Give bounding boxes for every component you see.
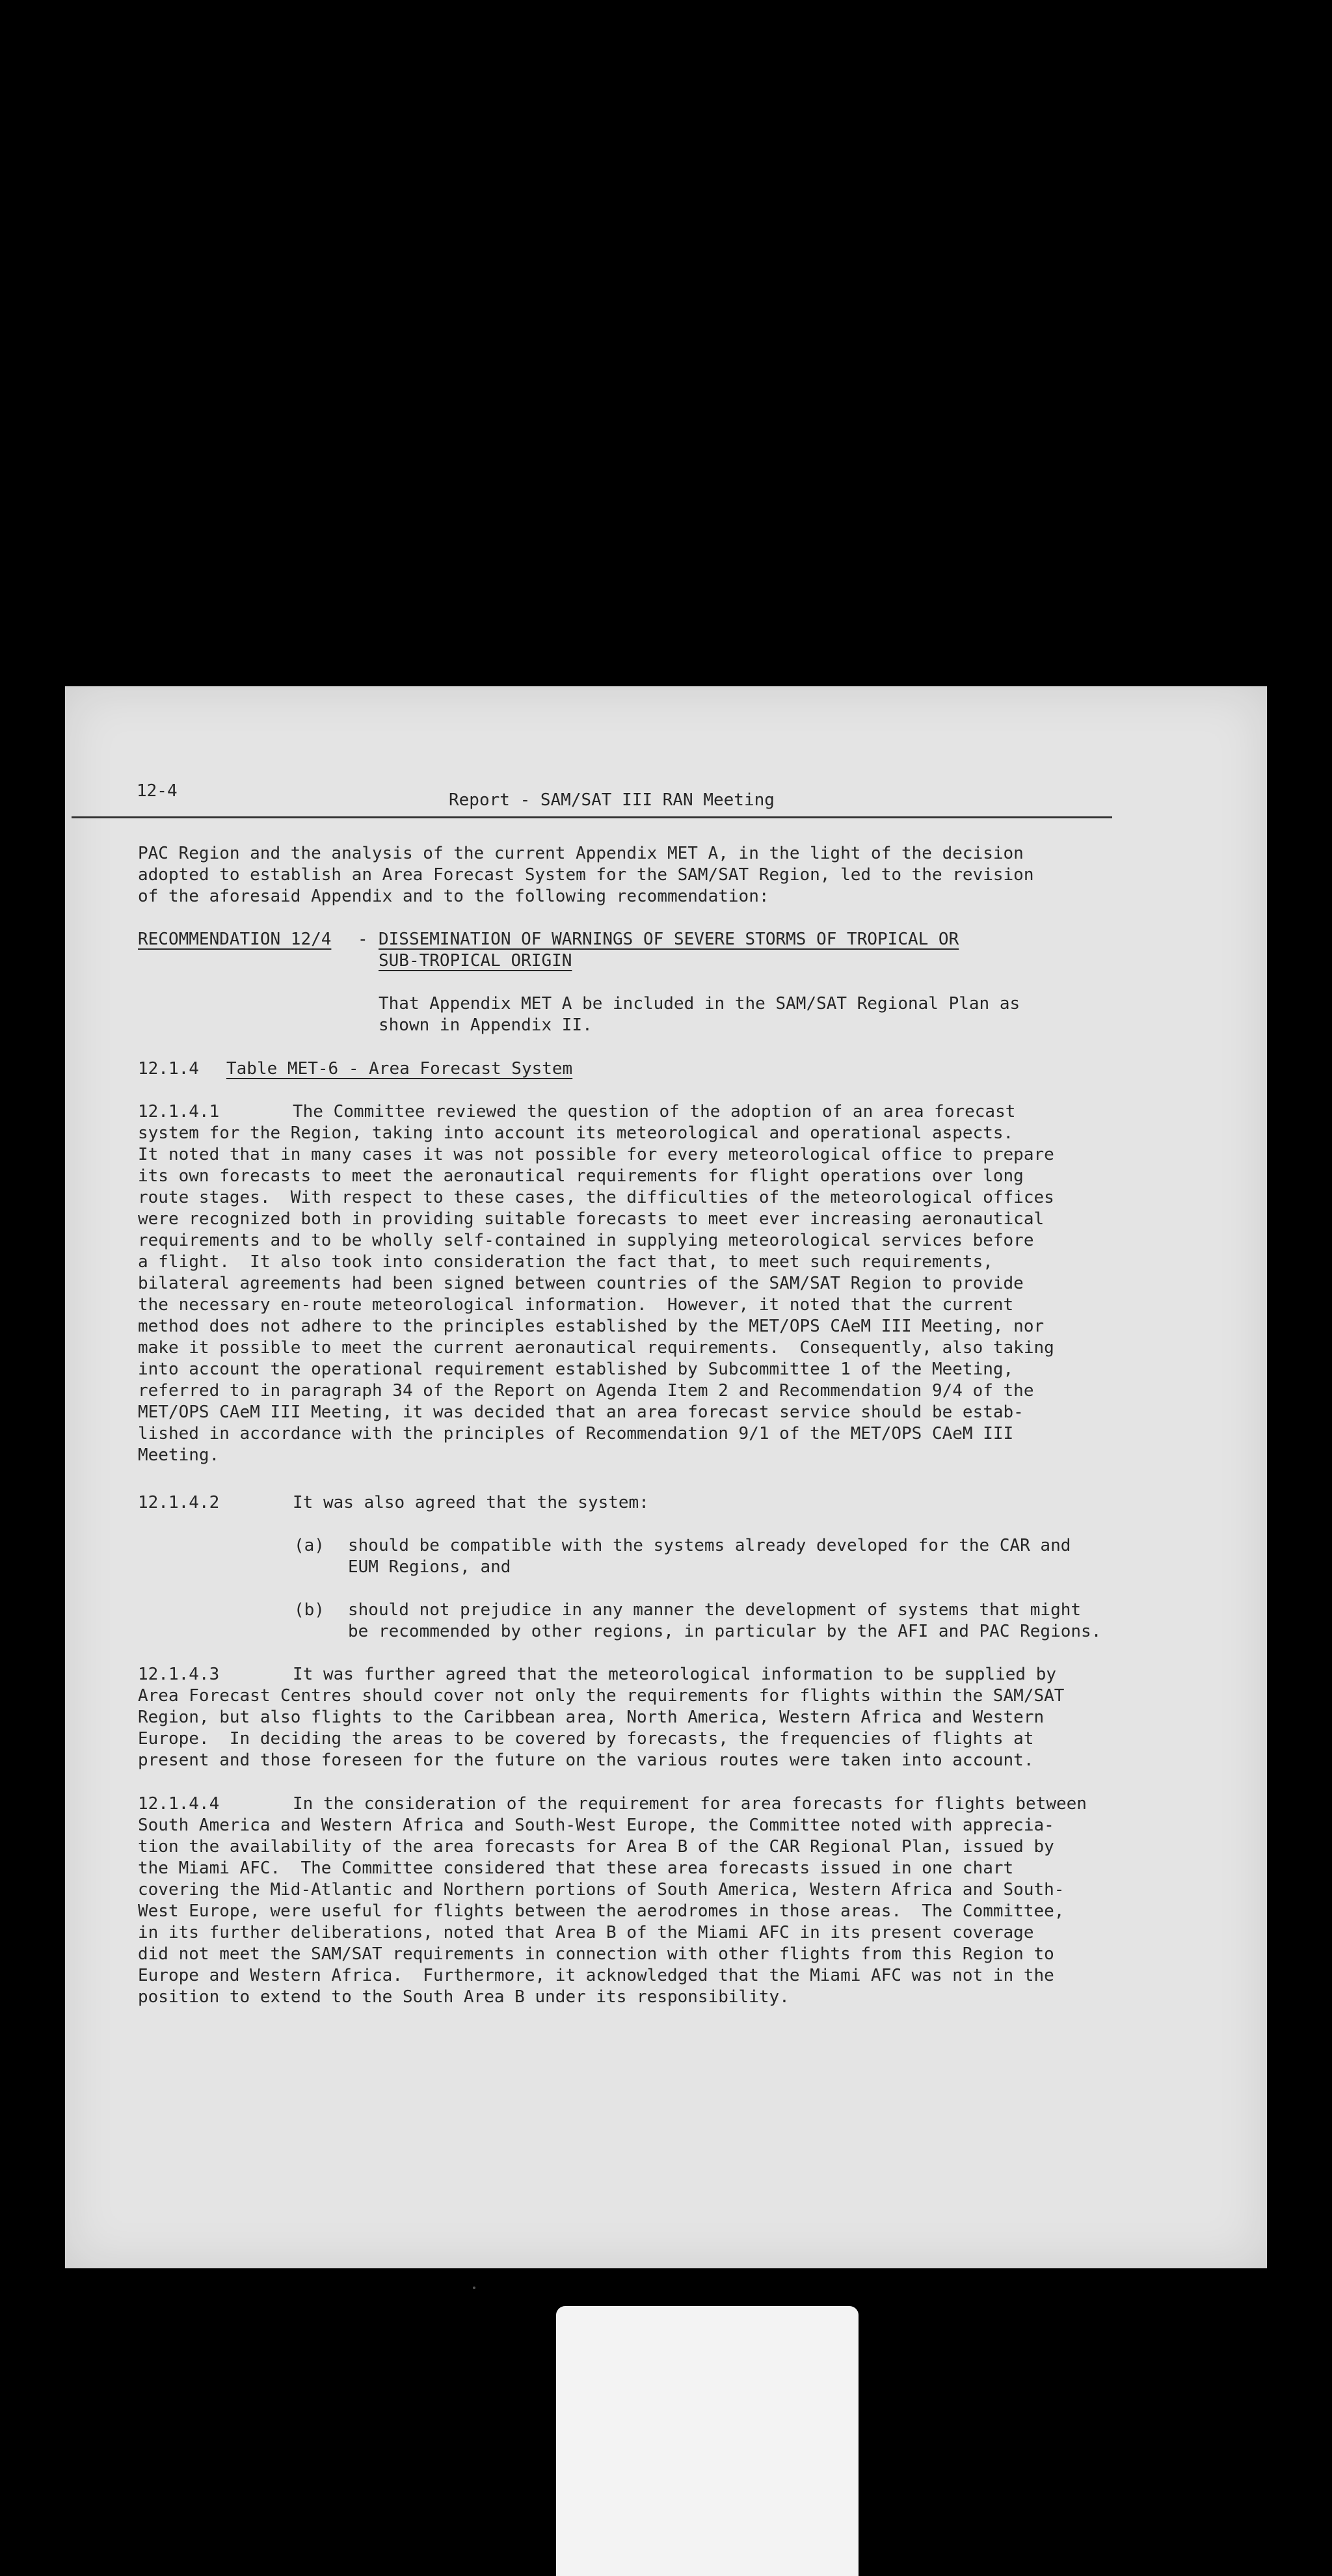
paragraph-number: 12.1.4.3 xyxy=(138,1665,220,1684)
paragraph-line: It was also agreed that the system: xyxy=(293,1493,649,1512)
paragraph-line: West Europe, were useful for flights between the aerodromes in those areas. The Committee, xyxy=(138,1901,1065,1921)
paragraph-line: South America and Western Africa and South-West Europe, the Committee noted with apprecia- xyxy=(138,1816,1054,1835)
paragraph-line: bilateral agreements had been signed between countries of the SAM/SAT Region to provide xyxy=(138,1274,1024,1293)
paragraph-line: make it possible to meet the current aeronautical requirements. Consequently, also taking xyxy=(138,1338,1054,1358)
paragraph-line: lished in accordance with the principles of Recommendation 9/1 of the MET/OPS CAeM III xyxy=(138,1424,1014,1443)
paragraph-line: route stages. With respect to these cases, the difficulties of the meteorological offices xyxy=(138,1188,1054,1207)
paragraph-line: in its further deliberations, noted that Area B of the Miami AFC in its present coverage xyxy=(138,1923,1034,1942)
paragraph-line: present and those foreseen for the future on the various routes were taken into account. xyxy=(138,1751,1034,1770)
header-rule xyxy=(72,816,1112,818)
recommendation-title: DISSEMINATION OF WARNINGS OF SEVERE STORMS OF TROPICAL OR xyxy=(379,930,959,949)
paragraph-line: covering the Mid-Atlantic and Northern portions of South America, Western Africa and South- xyxy=(138,1880,1065,1899)
paragraph-number: 12.1.4.4 xyxy=(138,1794,220,1814)
paragraph-number: 12.1.4.1 xyxy=(138,1102,220,1121)
paragraph-line: position to extend to the South Area B under its responsibility. xyxy=(138,1987,790,2007)
recommendation-dash: - xyxy=(358,930,368,949)
paragraph-line: tion the availability of the area forecasts for Area B of the CAR Regional Plan, issued by xyxy=(138,1837,1054,1857)
paragraph-line: the necessary en-route meteorological information. However, it noted that the current xyxy=(138,1295,1014,1315)
film-tab xyxy=(556,2306,859,2576)
recommendation-body: shown in Appendix II. xyxy=(379,1015,593,1035)
paragraph-line: its own forecasts to meet the aeronautical requirements for flight operations over long xyxy=(138,1166,1024,1186)
paragraph-line: a flight. It also took into consideration the fact that, to meet such requirements, xyxy=(138,1252,993,1272)
paragraph-line: Europe. In deciding the areas to be covered by forecasts, the frequencies of flights at xyxy=(138,1729,1034,1749)
intro-line: of the aforesaid Appendix and to the following recommendation: xyxy=(138,887,769,906)
recommendation-label: RECOMMENDATION 12/4 xyxy=(138,930,332,949)
list-item-line: EUM Regions, and xyxy=(348,1557,511,1577)
page-title: Report - SAM/SAT III RAN Meeting xyxy=(449,790,775,810)
intro-line: PAC Region and the analysis of the current Appendix MET A, in the light of the decision xyxy=(138,844,1024,863)
paragraph-line: MET/OPS CAeM III Meeting, it was decided that an area forecast service should be estab- xyxy=(138,1402,1024,1422)
paragraph-line: requirements and to be wholly self-contained in supplying meteorological services before xyxy=(138,1231,1034,1250)
film-speck xyxy=(473,2287,475,2289)
paragraph-line: method does not adhere to the principles established by the MET/OPS CAeM III Meeting, nor xyxy=(138,1317,1045,1336)
paragraph-line: Europe and Western Africa. Furthermore, it acknowledged that the Miami AFC was not in the xyxy=(138,1966,1054,1985)
recommendation-title: SUB-TROPICAL ORIGIN xyxy=(379,951,572,971)
paragraph-line: In the consideration of the requirement for area forecasts for flights between xyxy=(293,1794,1087,1814)
paragraph-line: Meeting. xyxy=(138,1445,220,1465)
page-number: 12-4 xyxy=(137,781,178,801)
paragraph-line: The Committee reviewed the question of the adoption of an area forecast xyxy=(293,1102,1016,1121)
list-item-line: be recommended by other regions, in particular by the AFI and PAC Regions. xyxy=(348,1622,1102,1641)
paragraph-line: It noted that in many cases it was not possible for every meteorological office to prepare xyxy=(138,1145,1054,1164)
recommendation-body: That Appendix MET A be included in the SAM/SAT Regional Plan as xyxy=(379,994,1020,1013)
intro-line: adopted to establish an Area Forecast System for the SAM/SAT Region, led to the revision xyxy=(138,865,1034,885)
list-item-line: should be compatible with the systems already developed for the CAR and xyxy=(348,1536,1071,1555)
paragraph-line: were recognized both in providing suitable forecasts to meet ever increasing aeronautical xyxy=(138,1209,1045,1229)
paragraph-line: did not meet the SAM/SAT requirements in connection with other flights from this Region to xyxy=(138,1944,1054,1964)
list-marker: (a) xyxy=(294,1536,325,1555)
paragraph-line: system for the Region, taking into account its meteorological and operational aspects. xyxy=(138,1123,1014,1143)
paragraph-line: It was further agreed that the meteorological information to be supplied by xyxy=(293,1665,1056,1684)
paragraph-line: the Miami AFC. The Committee considered that these area forecasts issued in one chart xyxy=(138,1858,1014,1878)
paragraph-line: into account the operational requirement established by Subcommittee 1 of the Meeting, xyxy=(138,1360,1014,1379)
paragraph-line: Region, but also flights to the Caribbean area, North America, Western Africa and Western xyxy=(138,1708,1045,1727)
paragraph-number: 12.1.4.2 xyxy=(138,1493,220,1512)
section-title: Table MET-6 - Area Forecast System xyxy=(226,1059,573,1079)
section-number: 12.1.4 xyxy=(138,1059,199,1079)
paragraph-line: Area Forecast Centres should cover not only the requirements for flights within the SAM/SAT xyxy=(138,1686,1065,1706)
paragraph-line: referred to in paragraph 34 of the Report on Agenda Item 2 and Recommendation 9/4 of the xyxy=(138,1381,1034,1401)
list-item-line: should not prejudice in any manner the development of systems that might xyxy=(348,1600,1082,1620)
list-marker: (b) xyxy=(294,1600,325,1620)
document-page xyxy=(65,686,1267,2268)
